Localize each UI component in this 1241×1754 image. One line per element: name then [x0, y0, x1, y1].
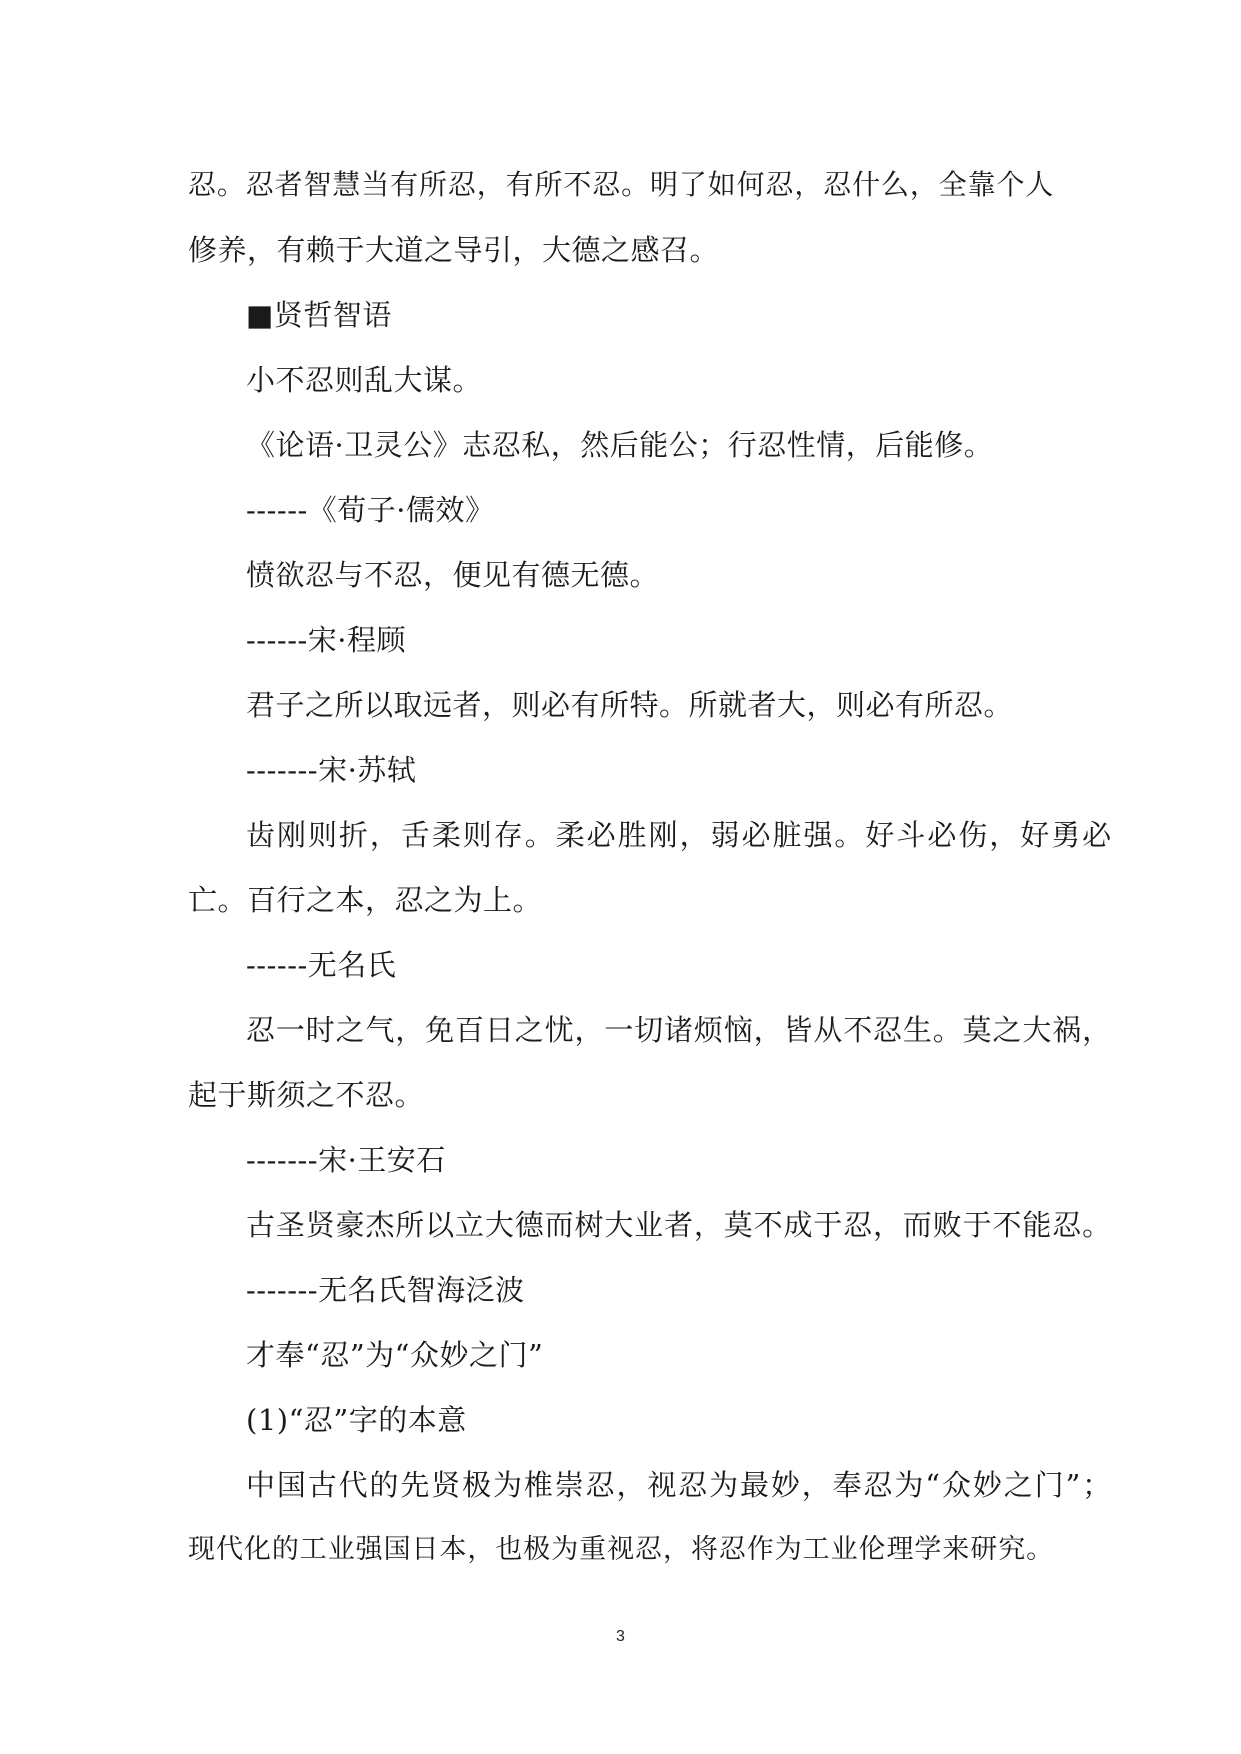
paragraph-line: 君子之所以取远者，则必有所特。所就者大，则必有所忍。 — [246, 688, 1014, 722]
paragraph-line: 忍 一 时 之 气 ， 免 百 日 之 忧 ， 一 切 诸 烦 恼 ， 皆 从 不 忍 生 。 莫 之 大 祸 ， — [246, 1013, 1112, 1047]
paragraph-line: 齿 刚 则 折 ， 舌 柔 则 存 。 柔 必 胜 刚 ， 弱 必 脏 强 。 好 斗 必 伤 ， 好 勇 必 — [246, 818, 1112, 852]
paragraph-line: ------《荀子·儒效》 — [246, 493, 495, 527]
paragraph-line: ------宋·程顾 — [246, 623, 407, 657]
paragraph-line: 现 代 化 的 工 业 强 国 日 本 ， 也 极 为 重 视 忍 ， 将 忍 作 为 工 业 伦 理 学 来 研 究 。 — [188, 1534, 1054, 1565]
body-text — [188, 155, 1112, 1585]
paragraph-line: -------无名氏智海泛波 — [246, 1273, 525, 1307]
page-number: 3 — [616, 1628, 625, 1645]
paragraph-line: 忍 。 忍 者 智 慧 当 有 所 忍 ， 有 所 不 忍 。 明 了 如 何 忍 ， 忍 什 么 ， 全 靠 个 人 — [188, 168, 1054, 201]
paragraph-line: 亡。百行之本，忍之为上。 — [188, 883, 543, 917]
paragraph-line: 《论语·卫灵公》志忍私，然后能公；行忍性情，后能修。 — [246, 428, 994, 462]
paragraph-line: 小不忍则乱大谋。 — [246, 363, 483, 397]
paragraph-line: ■贤哲智语 — [246, 298, 392, 332]
paragraph-line: 起于斯须之不忍。 — [188, 1078, 425, 1112]
paragraph-line: -------宋·苏轼 — [246, 753, 417, 787]
paragraph-line: -------宋·王安石 — [246, 1143, 446, 1177]
paragraph-line: 愤欲忍与不忍，便见有德无德。 — [246, 558, 660, 592]
paragraph-line: ------无名氏 — [246, 948, 397, 982]
paragraph-line: 才奉“忍”为“众妙之门” — [246, 1338, 544, 1372]
paragraph-line: (1)“忍”字的本意 — [246, 1403, 467, 1437]
paragraph-line: 古 圣 贤 豪 杰 所 以 立 大 德 而 树 大 业 者 ， 莫 不 成 于 忍 ， 而 败 于 不 能 忍 。 — [246, 1208, 1112, 1242]
paragraph-line: 修养，有赖于大道之导引，大德之感召。 — [188, 233, 720, 267]
paragraph-line: 中 国 古 代 的 先 贤 极 为 椎 崇 忍 ， 视 忍 为 最 妙 ， 奉 忍 为 “ 众 妙 之 门 ” ； — [246, 1468, 1112, 1502]
